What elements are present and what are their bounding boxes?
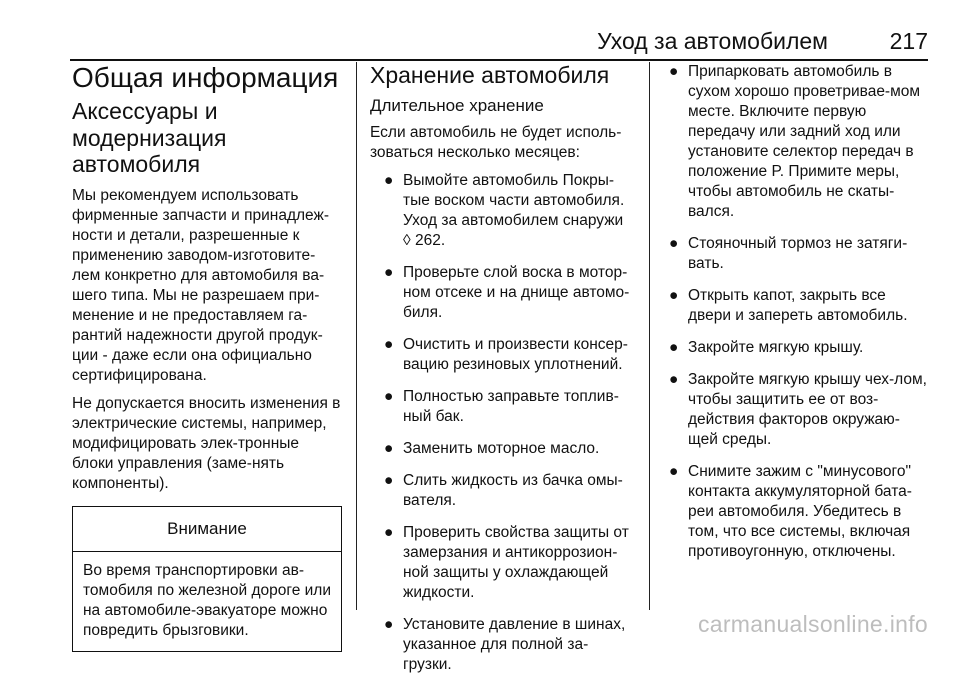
list-item-text: Полностью заправьте топлив‐ный бак. xyxy=(403,387,619,425)
bullet-icon: ● xyxy=(669,339,679,356)
warning-title: Внимание xyxy=(73,507,341,552)
bullet-icon: ● xyxy=(384,523,394,541)
list-item-text: Проверьте слой воска в мотор‐ном отсеке и на днище автомо‐биля. xyxy=(403,263,630,321)
list-item-text: Снимите зажим с "минусового" контакта аккумуляторной бата‐реи автомобиля. Убедитесь в том, что все системы, включая противоугонную, отключены. xyxy=(688,463,912,560)
list-item xyxy=(665,462,928,562)
list-item xyxy=(380,471,635,511)
bullet-icon: ● xyxy=(384,471,394,489)
list-item-text: Закройте мягкую крышу чех‐лом, чтобы защитить ее от воз‐действия факторов окружаю‐щей среды. xyxy=(688,371,927,448)
column-divider xyxy=(356,62,357,610)
list-item xyxy=(665,338,928,358)
bullet-icon: ● xyxy=(669,63,679,80)
bullet-icon: ● xyxy=(384,387,394,405)
list-item-text: Стояночный тормоз не затяги‐вать. xyxy=(688,235,908,272)
list-item-text: Вымойте автомобиль Покры‐тые воском части автомобиля. Уход за автомобилем снаружи ◊ 262. xyxy=(403,171,625,249)
page-header xyxy=(70,22,928,58)
bullet-icon: ● xyxy=(384,335,394,353)
main-title: Общая информация xyxy=(72,62,339,93)
bullet-icon: ● xyxy=(384,263,394,281)
section-title: Аксессуары и модернизация автомобиля xyxy=(72,98,227,178)
bullet-icon: ● xyxy=(384,615,394,633)
header-rule xyxy=(70,59,928,61)
bullet-icon: ● xyxy=(669,235,679,252)
subsection-title: Длительное хранение xyxy=(370,96,544,116)
watermark: carmanualsonline.info xyxy=(697,611,928,637)
list-item-text: Открыть капот, закрыть все двери и запереть автомобиль. xyxy=(688,287,908,324)
page-number: 217 xyxy=(889,28,928,54)
column-left xyxy=(72,62,342,652)
list-item-text: Слить жидкость из бачка омы‐вателя. xyxy=(403,471,623,509)
list-item-text: Заменить моторное масло. xyxy=(403,439,600,457)
list-item xyxy=(380,335,635,375)
list-item-text: Закройте мягкую крышу. xyxy=(688,339,864,356)
storage-list xyxy=(380,171,635,675)
intro-paragraph: Если автомобиль не будет исполь‐зоваться несколько месяцев: xyxy=(370,123,622,161)
list-item xyxy=(665,62,928,222)
list-item xyxy=(665,286,928,326)
storage-list-continued xyxy=(665,62,928,562)
list-item-text: Припарковать автомобиль в сухом хорошо проветривае‐мом месте. Включите первую передачу или задний ход или установите селектор передач в положение P. Примите меры, чтобы автомобиль не скаты‐вался. xyxy=(688,63,921,220)
paragraph: Не допускается вносить изменения в электрические системы, например, модифицировать элек‐тронные блоки управления (заме‐нять компоненты). xyxy=(72,394,341,492)
header-title: Уход за автомобилем xyxy=(597,28,828,54)
column-right xyxy=(665,62,928,574)
bullet-icon: ● xyxy=(669,463,679,480)
list-item xyxy=(380,387,635,427)
bullet-icon: ● xyxy=(384,171,394,189)
bullet-icon: ● xyxy=(669,287,679,304)
column-divider xyxy=(649,62,650,610)
warning-box xyxy=(72,506,342,652)
list-item xyxy=(380,615,635,675)
paragraph: Мы рекомендуем использовать фирменные запчасти и принадлеж‐ности и детали, разрешенные к применению заводом-изготовите‐лем конкретно для автомобиля ва‐шего типа. Мы не разрешаем при‐менение и не предоставляем га‐рантий надежности другой продук‐ции - даже если она официально сертифицирована. xyxy=(72,186,330,384)
list-item xyxy=(380,439,635,459)
list-item-text: Установите давление в шинах, указанное для полной за‐грузки. xyxy=(403,615,626,673)
list-item xyxy=(665,370,928,450)
list-item xyxy=(380,171,635,251)
list-item-text: Очистить и произвести консер‐вацию резиновых уплотнений. xyxy=(403,335,628,373)
list-item xyxy=(380,523,635,603)
list-item xyxy=(380,263,635,323)
list-item-text: Проверить свойства защиты от замерзания и антикоррозион‐ной защиты у охлаждающей жидкости. xyxy=(403,523,629,601)
column-middle xyxy=(370,62,635,687)
warning-text: Во время транспортировки ав‐томобиля по железной дороге или на автомобиле-эвакуаторе можно повредить брызговики. xyxy=(83,561,331,639)
section-title: Хранение автомобиля xyxy=(370,62,610,88)
bullet-icon: ● xyxy=(384,439,394,457)
bullet-icon: ● xyxy=(669,371,679,388)
list-item xyxy=(665,234,928,274)
